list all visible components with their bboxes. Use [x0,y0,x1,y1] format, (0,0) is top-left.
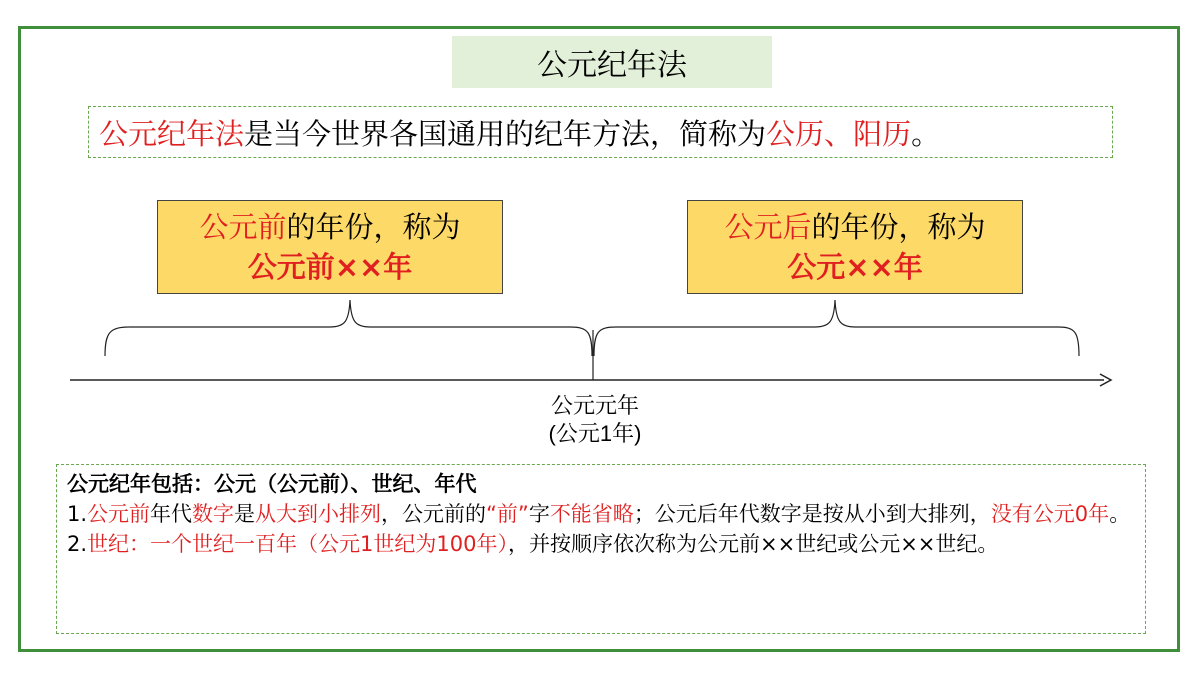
note-2-number: 2. [67,532,88,556]
definition-text: 是当今世界各国通用的纪年方法，简称为 [244,116,767,151]
note-1-end: 。 [1109,502,1131,526]
alias-yangli: 阳历 [853,116,912,151]
note-1-not-omit: 不能省略 [549,502,634,526]
note-2-century-def: 一个世纪一百年（公元1世纪为100年） [150,532,508,556]
bc-rest: 的年份，称为 [286,210,461,244]
note-1-zi: 字 [528,502,550,526]
alias-gongli: 公历 [766,116,825,151]
ad-brace [594,300,1079,356]
note-item-1 [67,499,1135,529]
year-one-label [520,392,670,448]
bc-format: 公元前××年 [247,250,413,284]
definition-term: 公元纪年法 [99,116,245,151]
note-1-order: 从大到小排列 [255,502,382,526]
note-1-number: 1. [67,502,88,526]
note-1-text: ，公元前的 [381,502,487,526]
note-1-digits: 数字 [192,502,235,526]
notes-box [56,464,1146,634]
bc-brace [105,300,592,356]
alias-separator: 、 [824,116,854,151]
ad-rest: 的年份，称为 [811,210,986,244]
ad-format: 公元××年 [787,250,923,284]
note-1-qian: “前” [486,502,529,526]
notes-heading: 公元纪年包括：公元（公元前）、世纪、年代 [67,472,477,496]
bc-prefix: 公元前 [199,210,287,244]
note-2-text: ，并按顺序依次称为公元前××世纪或公元××世纪。 [508,532,999,556]
note-1-text-2: ；公元后年代数字是按从小到大排列， [633,502,991,526]
note-1-era: 年代 [150,502,193,526]
note-2-century-label: 世纪： [87,532,151,556]
note-item-2 [67,529,1135,559]
slide-title: 公元纪年法 [452,36,772,88]
note-1-no-zero: 没有公元0年 [990,502,1110,526]
year-one-title: 公元元年 [550,393,639,418]
note-1-is: 是 [234,502,256,526]
year-one-sub: (公元1年) [548,421,642,446]
definition-end: 。 [911,116,941,151]
ad-prefix: 公元后 [724,210,812,244]
note-1-bc: 公元前 [87,502,151,526]
